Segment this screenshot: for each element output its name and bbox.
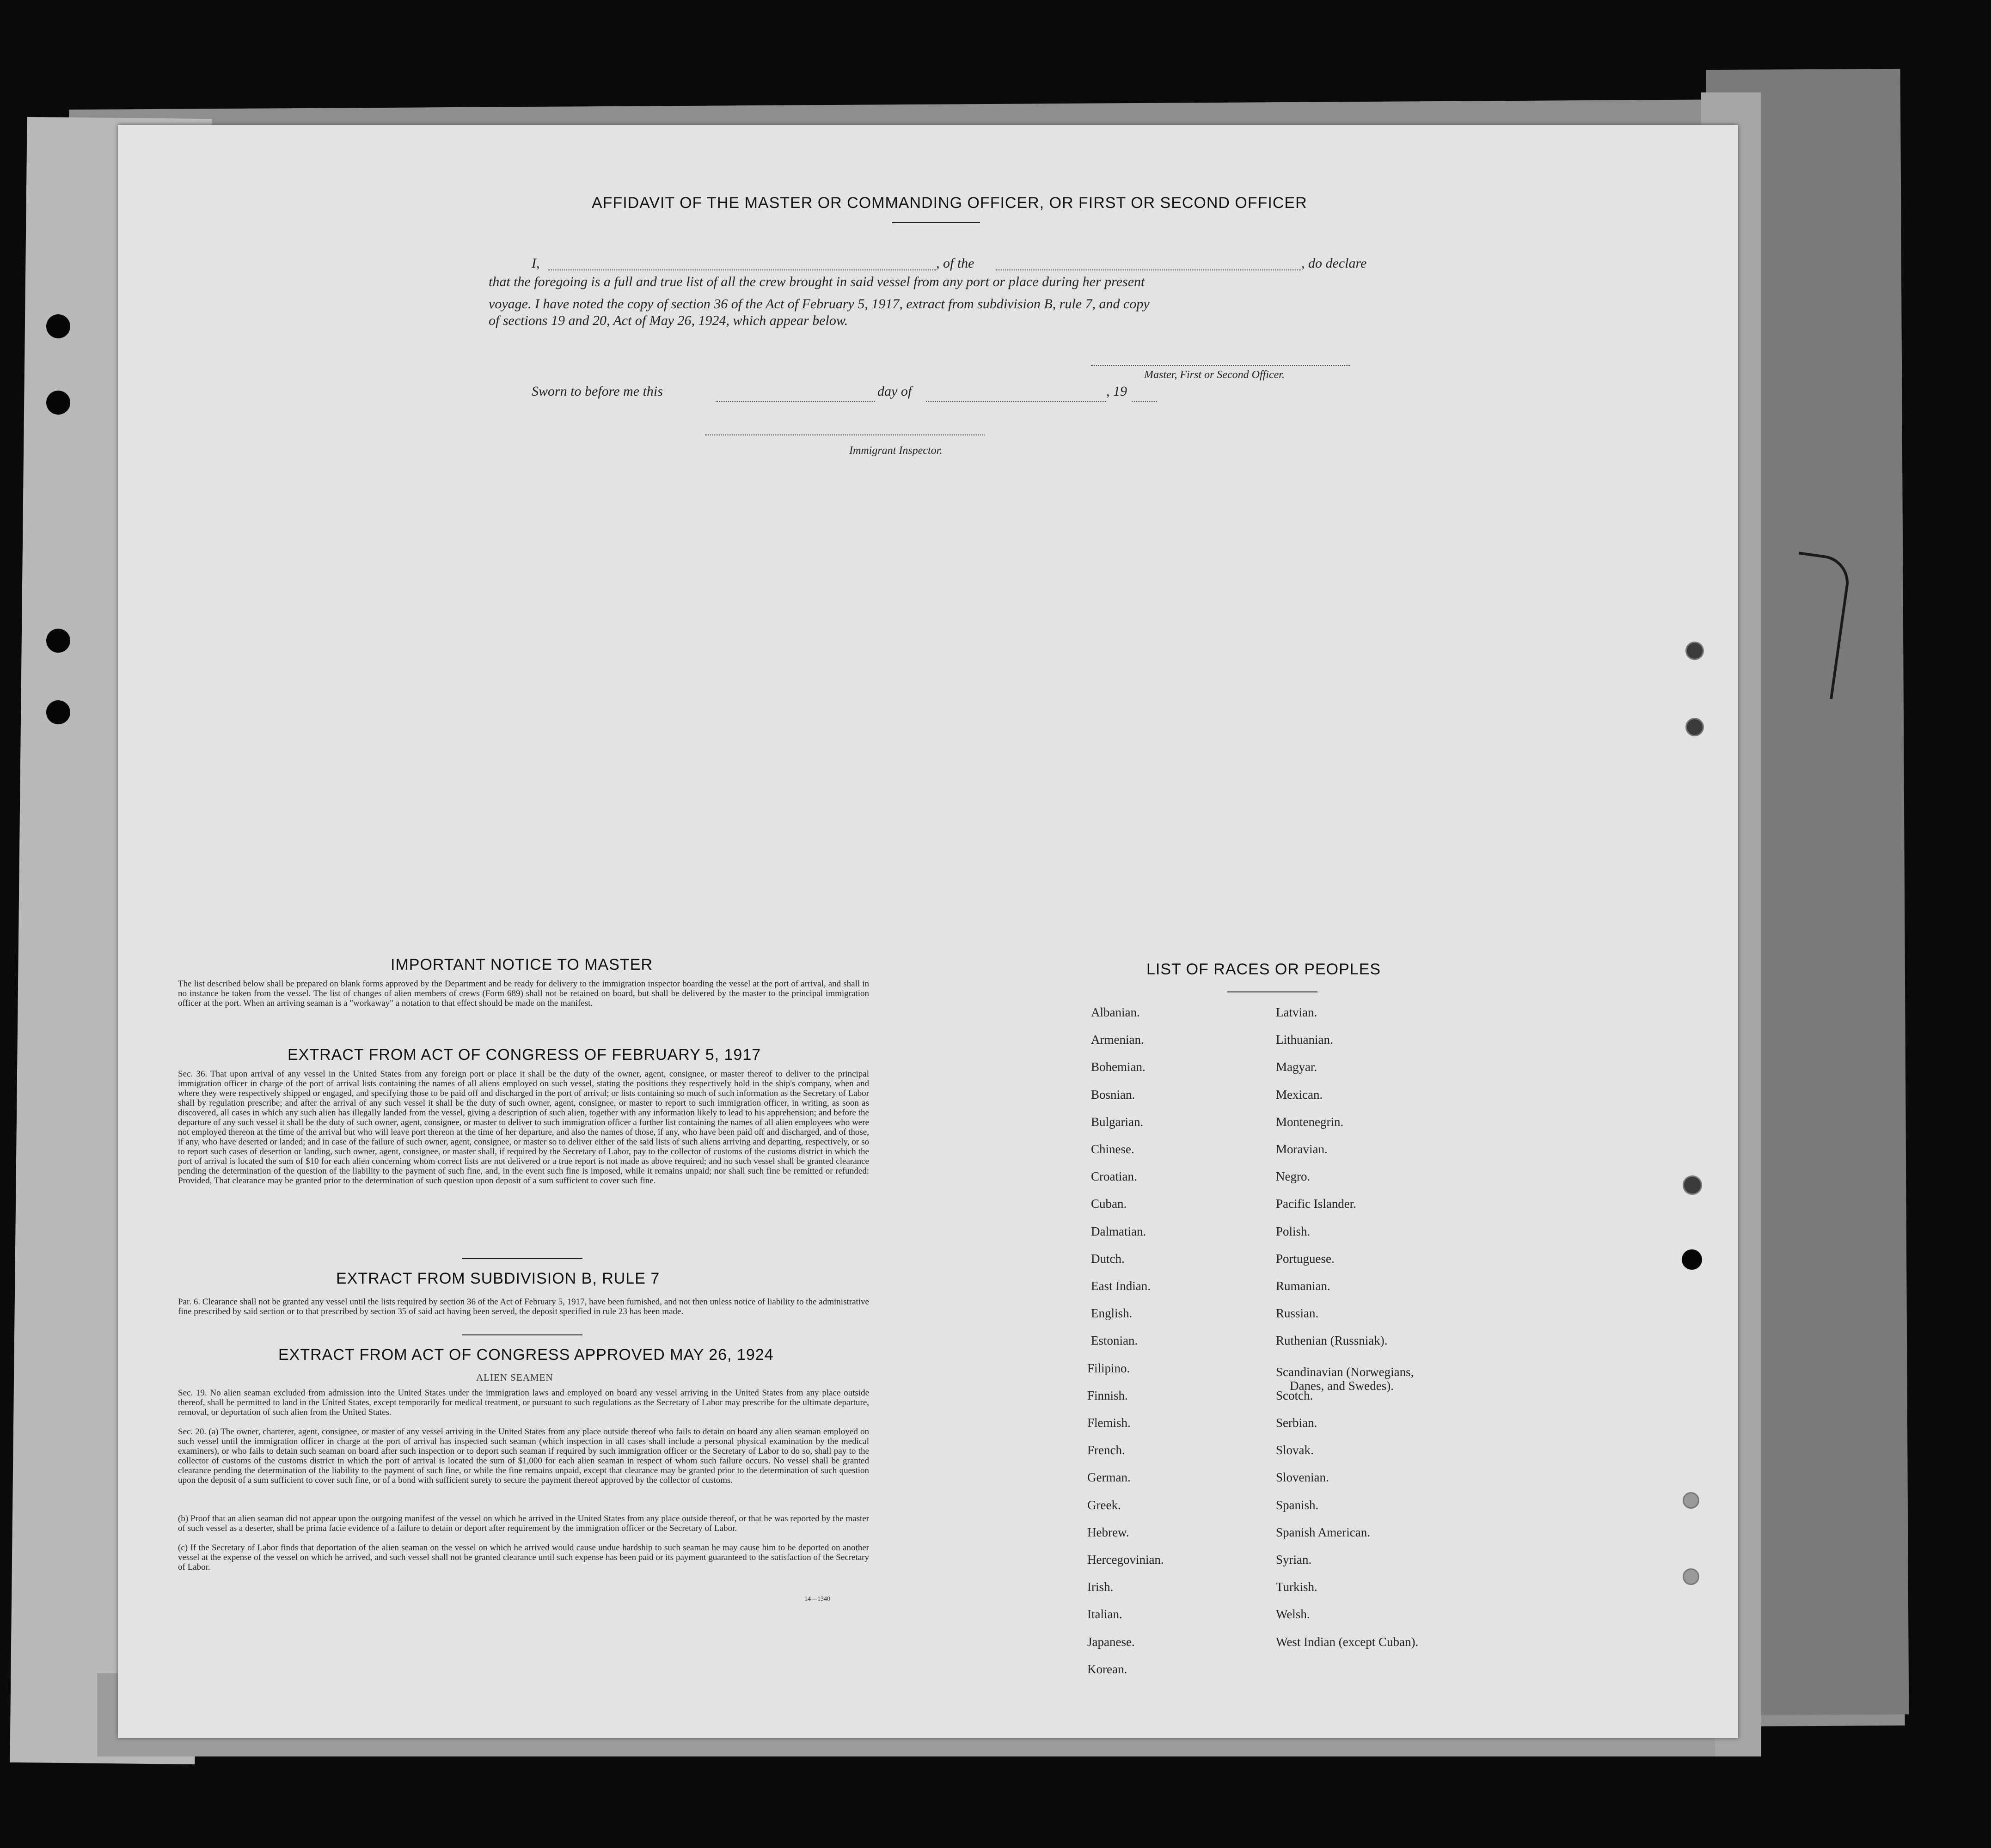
punch-hole	[46, 391, 70, 415]
race-item: Bosnian.	[1091, 1088, 1135, 1101]
race-item: Irish.	[1087, 1580, 1114, 1594]
races-divider	[1227, 991, 1317, 992]
race-item: Latvian.	[1276, 1005, 1317, 1019]
extract-1924-sec20c: (c) If the Secretary of Labor finds that deportation of the alien seaman on the vessel on which he arrived would cause undue hardship to such seaman he may cause him to be deported on another vessel at the expense of the vessel on which he arrived, and such vessel shall not be granted clearance until such expense has been paid or its payment guaranteed to the satisfaction of the Secretary of Labor.	[178, 1543, 869, 1572]
race-item: Magyar.	[1276, 1060, 1317, 1074]
sworn-text-mid: day of	[877, 384, 912, 399]
affidavit-line2: that the foregoing is a full and true list of all the crew brought in said vessel from any port or place during her present	[489, 274, 1145, 289]
race-item: Montenegrin.	[1276, 1115, 1344, 1129]
notice-text: The list described below shall be prepared on blank forms approved by the Department and be ready for delivery to the immigration inspector boarding the vessel at the port of arrival, and shall in no instance be taken from the vessel. The list of changes of alien members of crews (Form 689) shall not be retained on board, but shall be delivered by the master to the principal immigration officer at the port. When an arriving seaman is a "workaway" a notation to that effect should be made on the manifest.	[178, 979, 869, 1008]
extract-1924-sec20a: Sec. 20. (a) The owner, charterer, agent, consignee, or master of any vessel arriving in the United States from any place outside thereof who fails to detain on board any alien seaman employed on such vessel until the immigration officer in charge at the port of arrival has inspected such seaman (which inspection in all cases shall include a personal physical examination by the medical examiners), or who fails to detain such seaman on board after such inspection or to deport such seaman if required by such immigration officer or the Secretary of Labor to do so, shall pay to the collector of customs of the customs district in which the port of arrival is located the sum of $1,000 for each alien seaman in respect of whom such failure occurs. No vessel shall be granted clearance pending the determination of the liability to the payment of such fine, or while the fine remains unpaid, except that clearance may be granted prior to the determination of such question upon the deposit of a sum sufficient to cover such fine, or of a bond with sufficient surety to secure the payment thereof approved by the collector of customs.	[178, 1427, 869, 1485]
section-divider	[462, 1334, 582, 1335]
race-item: French.	[1087, 1443, 1125, 1457]
race-item: Spanish American.	[1276, 1525, 1370, 1539]
race-item: Hercegovinian.	[1087, 1553, 1164, 1567]
race-item: German.	[1087, 1470, 1131, 1484]
race-item: Japanese.	[1087, 1635, 1135, 1649]
punch-hole	[1683, 1175, 1702, 1195]
form-number: 14—1340	[804, 1596, 830, 1603]
extract-1924-title: EXTRACT FROM ACT OF CONGRESS APPROVED MAY 26, 1924	[278, 1346, 774, 1364]
race-item: Finnish.	[1087, 1389, 1128, 1402]
race-item: Greek.	[1087, 1498, 1121, 1512]
year-blank	[1132, 401, 1157, 402]
punch-hole	[46, 629, 70, 653]
month-blank	[926, 401, 1106, 402]
race-item: Lithuanian.	[1276, 1033, 1333, 1046]
race-item: West Indian (except Cuban).	[1276, 1635, 1419, 1649]
race-item: Italian.	[1087, 1607, 1122, 1621]
race-item: Armenian.	[1091, 1033, 1144, 1046]
race-item: Slovak.	[1276, 1443, 1314, 1457]
race-item: Slovenian.	[1276, 1470, 1329, 1484]
extract-1924-subtitle: ALIEN SEAMEN	[476, 1372, 553, 1383]
races-title: LIST OF RACES OR PEOPLES	[1146, 961, 1381, 978]
extract-1924-sec20b: (b) Proof that an alien seaman did not appear upon the outgoing manifest of the vessel on which he arrived in the United States from any place outside thereof, or that he was reported by the master of such vessel as a deserter, shall be prima facie evidence of a failure to detain or deport after requirement by the immigration officer or the Secretary of Labor.	[178, 1514, 869, 1533]
race-item: Dalmatian.	[1091, 1224, 1146, 1238]
race-item: Korean.	[1087, 1662, 1127, 1676]
race-item: Bohemian.	[1091, 1060, 1146, 1074]
punch-hole	[1685, 718, 1704, 736]
punch-hole	[1682, 1249, 1702, 1270]
punch-hole	[46, 314, 70, 338]
race-item: Welsh.	[1276, 1607, 1310, 1621]
race-item: Hebrew.	[1087, 1525, 1129, 1539]
name-blank	[548, 269, 936, 270]
extract-1924-sec19: Sec. 19. No alien seaman excluded from admission into the United States under the immigration laws and employed on board any vessel arriving in the United States from any place outside thereof, shall be permitted to land in the United States, except temporarily for medical treatment, or pursuant to such regulations as the Secretary of Labor may prescribe for the ultimate departure, removal, or deportation of such alien from the United States.	[178, 1388, 869, 1417]
affidavit-line1-start: I,	[532, 256, 540, 271]
race-item: Negro.	[1276, 1169, 1311, 1183]
extract-1917-text: Sec. 36. That upon arrival of any vessel in the United States from any foreign port or place it shall be the duty of the owner, agent, consignee, or master thereof to deliver to the principal immigration officer in charge of the port of arrival lists containing the names of all aliens employed on such vessel, stating the positions they respectively hold in the ship's company, when and where they were respectively shipped or engaged, and specifying those to be paid off and discharged in the port of arrival; or lists containing so much of such information as the Secretary of Labor shall by regulation prescribe; and after the arrival of any such vessel it shall be the duty of such owner, agent, consignee, or master to report to such immigration officer, in writing, as soon as discovered, all cases in which any such alien has illegally landed from the vessel, giving a description of such alien, together with any information likely to lead to his apprehension; and before the departure of any such vessel it shall be the duty of such owner, agent, consignee, or master to deliver to such immigration officer a further list containing the names of all alien employees who were not employed thereon at the time of the arrival but who will leave port thereon at the time of her departure, and also the names of those, if any, who have been paid off and discharged, and of those, if any, who have deserted or landed; and in case of the failure of such owner, agent, consignee, or master so to deliver either of the said lists of such aliens arriving and departing, respectively, or so to report such cases of desertion or landing, such owner, agent, consignee, or master shall, if required by the Secretary of Labor, pay to the collector of customs of the customs district in which the port of arrival is located the sum of $10 for each alien concerning whom correct lists are not delivered or a true report is not made as above required; and no such vessel shall be granted clearance pending the determination of the question of the liability to the payment of such fine, and, in the event such fine is imposed, while it remains unpaid; nor shall such fine be remitted or refunded: Provided, That clearance may be granted prior to the determination of such question upon deposit of a sum sufficient to cover such fine.	[178, 1069, 869, 1186]
race-item: Ruthenian (Russniak).	[1276, 1334, 1388, 1347]
race-item: Rumanian.	[1276, 1279, 1330, 1293]
affidavit-line3: voyage. I have noted the copy of section 36 of the Act of February 5, 1917, extract from subdivision B, rule 7, and copy	[489, 296, 1150, 312]
race-item: Serbian.	[1276, 1416, 1317, 1430]
day-blank	[716, 401, 875, 402]
race-item: Dutch.	[1091, 1252, 1125, 1266]
race-item: East Indian.	[1091, 1279, 1151, 1293]
race-item: Scotch.	[1276, 1389, 1313, 1402]
race-item: Filipino.	[1087, 1361, 1130, 1375]
race-item: Cuban.	[1091, 1197, 1127, 1211]
race-item: Syrian.	[1276, 1553, 1312, 1567]
inspector-signature-line	[705, 434, 985, 435]
affidavit-title: AFFIDAVIT OF THE MASTER OR COMMANDING OFFICER, OR FIRST OR SECOND OFFICER	[592, 194, 1307, 212]
master-signature-line	[1091, 365, 1350, 366]
race-item: Chinese.	[1091, 1142, 1134, 1156]
race-item: Albanian.	[1091, 1005, 1140, 1019]
race-item: Scandinavian (Norwegians,	[1276, 1365, 1414, 1379]
race-item: Pacific Islander.	[1276, 1197, 1356, 1211]
race-item: Flemish.	[1087, 1416, 1131, 1430]
punch-hole	[1683, 1568, 1699, 1585]
sworn-text-end: , 19	[1106, 384, 1127, 399]
punch-hole	[1683, 1492, 1699, 1509]
race-item: Russian.	[1276, 1306, 1319, 1320]
race-item: Estonian.	[1091, 1334, 1138, 1347]
inspector-signature-label: Immigrant Inspector.	[849, 445, 943, 457]
extract-rule7-title: EXTRACT FROM SUBDIVISION B, RULE 7	[336, 1270, 660, 1287]
race-item: Portuguese.	[1276, 1252, 1335, 1266]
race-item: English.	[1091, 1306, 1133, 1320]
race-item: Mexican.	[1276, 1088, 1323, 1101]
race-item: Spanish.	[1276, 1498, 1319, 1512]
affidavit-line4: of sections 19 and 20, Act of May 26, 1924, which appear below.	[489, 313, 848, 328]
punch-hole	[46, 700, 70, 724]
master-signature-label: Master, First or Second Officer.	[1144, 369, 1285, 381]
notice-title: IMPORTANT NOTICE TO MASTER	[391, 956, 653, 973]
affidavit-line1-end: , do declare	[1301, 256, 1367, 271]
vessel-blank	[996, 269, 1301, 270]
section-divider	[462, 1258, 582, 1259]
title-divider	[892, 222, 980, 223]
race-item: Turkish.	[1276, 1580, 1317, 1594]
affidavit-line1-mid: , of the	[936, 256, 974, 271]
race-item: Danes, and Swedes).	[1290, 1379, 1394, 1393]
document-page	[118, 125, 1738, 1738]
extract-1917-title: EXTRACT FROM ACT OF CONGRESS OF FEBRUARY 5, 1917	[288, 1046, 761, 1064]
race-item: Croatian.	[1091, 1169, 1137, 1183]
race-item: Bulgarian.	[1091, 1115, 1144, 1129]
punch-hole	[1685, 642, 1704, 660]
race-item: Moravian.	[1276, 1142, 1328, 1156]
extract-rule7-text: Par. 6. Clearance shall not be granted any vessel until the lists required by section 36 of the Act of February 5, 1917, have been furnished, and not then unless notice of liability to the administrative fine prescribed by said section or to that prescribed by section 35 of said act having been served, the deposit specified in rule 23 has been made.	[178, 1297, 869, 1316]
race-item: Polish.	[1276, 1224, 1311, 1238]
sworn-text-start: Sworn to before me this	[532, 384, 663, 399]
